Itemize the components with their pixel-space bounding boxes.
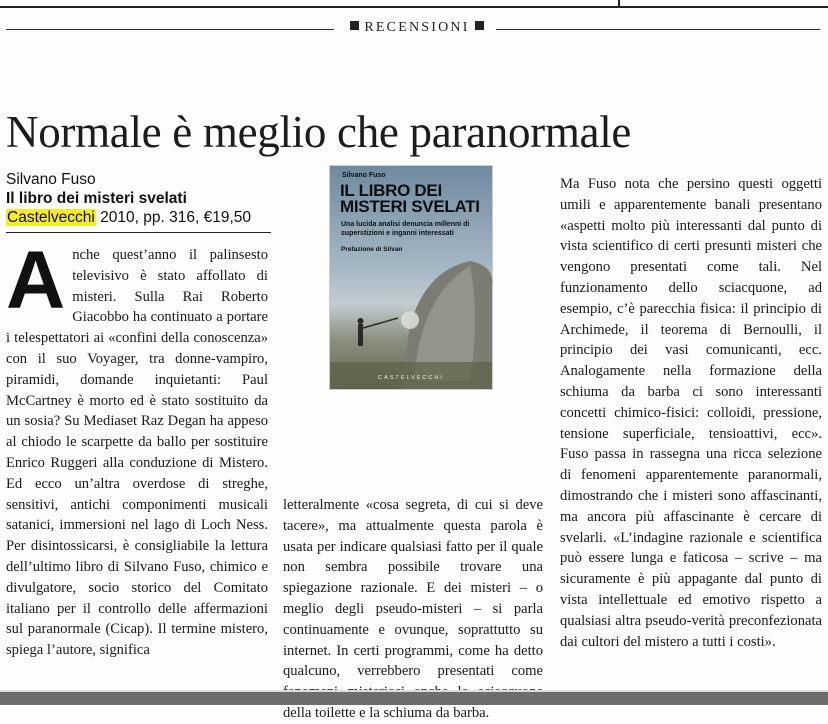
- top-frame: [0, 0, 828, 8]
- book-publisher: Castelvecchi: [7, 209, 95, 226]
- cover-publisher: CASTELVECCHI: [378, 375, 444, 381]
- publication-line: [6, 208, 271, 227]
- column-1-text: nche quest’anno il palinsesto televisivo è stato affollato di misteri. Sulla Rai Roberto Giacobbo ha continuato a portare i telespettatori ai «confini della conoscenza» con il suo Voyager, tra donne-vampiro, piramidi, domande inquietanti: Paul McCartney è morto ed è stato sostituito da un sosia? Su Mediaset Raz Degan ha appeso al chiodo le scarpette da ballo per sostituire Enrico Ruggeri alla conduzione di Mistero. Ed ecco un’altra overdose di streghe, sensitivi, antichi componimenti musicali satanici, immersioni nel lago di Loch Ness. Per disintossicarsi, è consigliabile la lettura dell’ultimo libro di Silvano Fuso, chimico e divulgatore, socio storico del Comitato italiano per il controllo delle affermazioni sul paranormale (Cicap). Il termine mistero, spiega l’autore, significa: [6, 247, 268, 659]
- frame-tick: [618, 0, 620, 8]
- book-author: Silvano Fuso: [6, 171, 96, 188]
- cover-preface: Prefazione di Silvan: [341, 246, 403, 253]
- article-column-3: [560, 174, 822, 652]
- book-info-divider: [6, 232, 271, 233]
- header-rule-left: [6, 29, 334, 30]
- section-header: [6, 19, 820, 39]
- book-details: 2010, pp. 316, €19,50: [95, 209, 252, 226]
- drop-cap: A: [6, 235, 66, 326]
- article-title: Normale è meglio che paranormale: [6, 107, 632, 157]
- cover-author: Silvano Fuso: [342, 172, 386, 179]
- cover-subtitle: Una lucida analisi denuncia millenni di superstizioni e inganni interessati: [341, 221, 470, 237]
- column-3-text: Ma Fuso nota che persino questi oggetti umili e apparentemente banali presentano «aspetti molto più interessanti dal punto di vista scientifico di certi presunti misteri che vengono presentati come tali. Nel funzionamento dello sciacquone, ad esempio, c’è parecchia fisica: il principio di Archimede, il teorema di Bernoulli, il principio dei vasi comunicanti, ecc. Analogamente nella formazione della schiuma da barba ci sono interessanti concetti chimico-fisici: colloidi, pressione, tensione superficiale, tensioattivi, ecc». Fuso passa in rassegna una ricca selezione di fenomeni apparentemente paranormali, dimostrando che i misteri sono affascinanti, ma ancora più affascinante è cercare di svelarli. «L’indagine razionale e scientifica può essere lunga e faticosa – scrive – ma sicuramente è più appagante dal punto di vista intellettuale ed emotivo rispetto a qualsiasi altra pseudo-verità preconfezionata dai cultori del mistero a tutti i costi».: [560, 176, 822, 650]
- cover-title: IL LIBRO DEI MISTERI SVELATI: [340, 181, 480, 216]
- book-info: [6, 170, 271, 227]
- section-label: RECENSIONI: [340, 20, 494, 36]
- article-column-1: [6, 235, 268, 661]
- column-2-text: letteralmente «cosa segreta, di cui si deve tacere», ma attualmente questa parola è usata per indicare qualsiasi fatto per il quale non sembra possibile trovare una spiegazione razionale. E dei misteri – o meglio degli pseudo-misteri – si parla continuamente e ovunque, soprattutto su internet. In certi programmi, come ha detto qualcuno, verrebbero presentati come della toilette e la schiuma da barba.: [283, 497, 543, 721]
- book-cover-image: [330, 166, 492, 389]
- bottom-band: [0, 690, 828, 705]
- header-rule-right: [496, 29, 820, 30]
- book-title: Il libro dei misteri svelati: [6, 190, 187, 207]
